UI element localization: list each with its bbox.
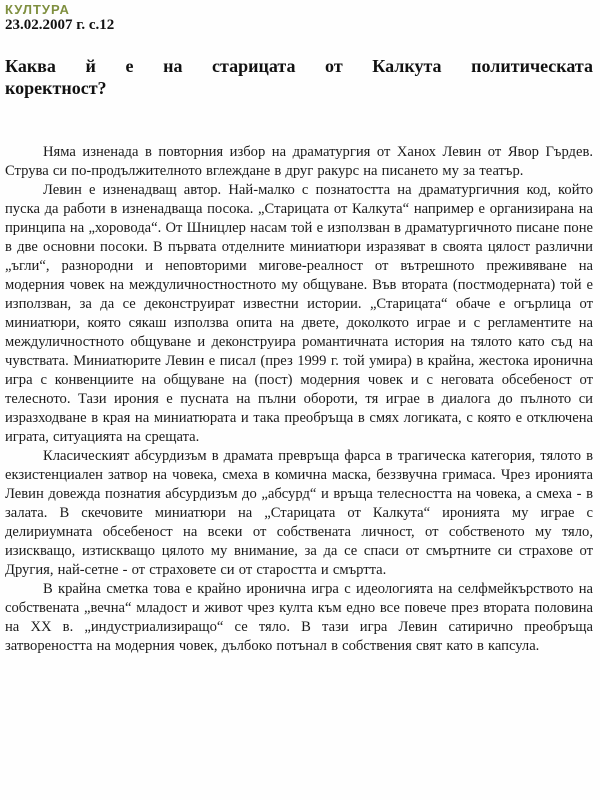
article-body <box>5 143 593 656</box>
article-paragraph-1: Няма изненада в повторния избор на драматургия от Ханох Левин от Явор Гърдев. Струва си по-продължителното вглеждане в друг ракурс на писането му за театър. <box>5 144 593 179</box>
masthead: КУЛТУРА <box>5 2 70 17</box>
article-title-line-2: коректност? <box>5 78 107 98</box>
dateline: 23.02.2007 г. с.12 <box>5 17 115 33</box>
article-paragraph-3: Класическият абсурдизъм в драмата превръща фарса в трагическа категория, тялото в екзистенциален затвор на човека, смеха в комична маска, беззвучна гримаса. Чрез иронията Левин довежда познатия абсурдизъм до „абсурд“ и връща телесността на човека, а смеха - в залата. В скечовите миниатюри на „Старицата от Калкута“ иронията му играе с делириумната обсебеност на всеки от собствената личност, от собственото му тяло, изискващо, изтискващо цялото му внимание, за да се спаси от смъртните си страхове от Другия, най-сетне - от страховете си от старостта и смъртта. <box>5 448 593 578</box>
article-title-line-1: Каква й е на старицата от Калкута политическата <box>5 56 593 76</box>
article-paragraph-4: В крайна сметка това е крайно иронична игра с идеологията на селфмейкърството на собствената „вечна“ младост и живот чрез култа към едно все повече през втората половина на ХХ в. „индустриализиращо“ се тяло. В тази игра Левин сатирично преобръща затвореността на модерния човек, дълбоко потънал в собствения свят като в капсула. <box>5 581 593 654</box>
article-title <box>5 55 593 99</box>
article-paragraph-2: Левин е изненадващ автор. Най-малко с познатостта на драматургичния код, който пуска да работи в изненадваща посока. „Старицата от Калкута“ например е организирана на принципа на „хоровода“. От Шницлер насам той е използван в драматургичното писане поне в две основни посоки. В първата отделните миниатюри изразяват в своята цялост различни „ъгли“, разнородни и неповторими мигове-реалност от вътрешното преживяване на модерния човек на междуличностностното му общуване. Във втората (постмодерната) той е използван, за да се деконструират известни истории. „Старицата“ обаче е огърлица от миниатюри, която сякаш използва опита на двете, доколкото играе и с регламентите на междуличностното общуване и деконструира романтичната история на тялото като съд на чувствата. Миниатюрите Левин е писал (през 1999 г. той умира) в крайна, жестока иронична игра с конвенциите на общуване на (пост) модерния човек и с неговата обсебеност от телесното. Тази ирония е пусната на пълни обороти, тя играе в диалога до пълното си изразходване в края на миниатюрата и така преобръща в смях логиката, с която е отключена играта, ситуацията на срещата. <box>5 182 593 445</box>
page-header <box>5 3 593 34</box>
